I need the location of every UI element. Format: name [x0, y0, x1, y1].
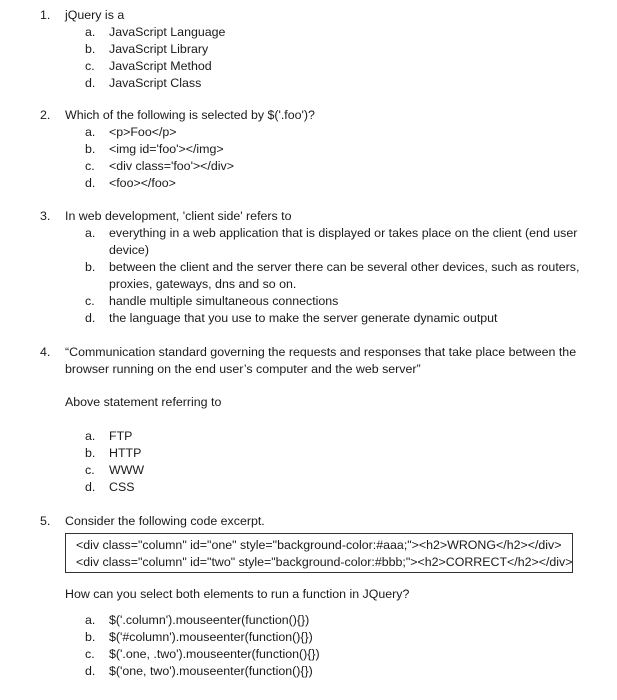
- question-3-number: 3.: [40, 209, 51, 223]
- option-letter: b.: [85, 630, 96, 644]
- option-letter: c.: [85, 463, 95, 477]
- option-letter: d.: [85, 176, 96, 190]
- question-2-number: 2.: [40, 108, 51, 122]
- option-text: JavaScript Language: [109, 25, 226, 39]
- question-4-text: “Communication standard governing the requests and responses that take place between the browser running on the end user’s computer and the web server”: [65, 345, 577, 376]
- option-letter: b.: [85, 42, 96, 56]
- option-letter: b.: [85, 142, 96, 156]
- question-5-number: 5.: [40, 514, 51, 528]
- option-text: $('#column').mouseenter(function(){}): [109, 630, 313, 644]
- question-5-text: Consider the following code excerpt.: [65, 514, 265, 528]
- question-4-statement: Above statement referring to: [65, 395, 222, 409]
- option-text: $('.column').mouseenter(function(){}): [109, 613, 310, 627]
- option-text: <foo></foo>: [109, 176, 176, 190]
- option-letter: c.: [85, 647, 95, 661]
- option-letter: c.: [85, 294, 95, 308]
- option-text: $('.one, .two').mouseenter(function(){}): [109, 647, 320, 661]
- option-letter: d.: [85, 311, 96, 325]
- code-excerpt-box: [65, 533, 573, 573]
- option-text: <p>Foo</p>: [109, 125, 177, 139]
- option-text: everything in a web application that is displayed or takes place on the client (end user device): [109, 226, 578, 257]
- option-text: <img id='foo'></img>: [109, 142, 224, 156]
- code-line-1: <div class="column" id="one" style="background-color:#aaa;"><h2>WRONG</h2></div>: [76, 538, 562, 552]
- option-text: the language that you use to make the server generate dynamic output: [109, 311, 498, 325]
- option-letter: a.: [85, 25, 96, 39]
- question-1-number: 1.: [40, 8, 51, 22]
- option-text: CSS: [109, 480, 135, 494]
- option-letter: a.: [85, 613, 96, 627]
- question-2-text: Which of the following is selected by $('.foo')?: [65, 108, 315, 122]
- option-text: HTTP: [109, 446, 142, 460]
- option-text: handle multiple simultaneous connections: [109, 294, 339, 308]
- option-text: <div class='foo'></div>: [109, 159, 234, 173]
- question-3-text: In web development, 'client side' refers to: [65, 209, 292, 223]
- option-letter: d.: [85, 76, 96, 90]
- code-line-2: <div class="column" id="two" style="background-color:#bbb;"><h2>CORRECT</h2></div>: [76, 555, 573, 569]
- option-letter: d.: [85, 664, 96, 678]
- option-letter: a.: [85, 226, 96, 240]
- question-5-statement: How can you select both elements to run a function in JQuery?: [65, 587, 410, 601]
- option-text: JavaScript Method: [109, 59, 212, 73]
- option-letter: c.: [85, 159, 95, 173]
- option-text: JavaScript Library: [109, 42, 209, 56]
- question-1-text: jQuery is a: [65, 8, 125, 22]
- option-text: between the client and the server there can be several other devices, such as routers, proxies, gateways, dns and so on.: [109, 260, 580, 291]
- option-text: JavaScript Class: [109, 76, 202, 90]
- option-text: WWW: [109, 463, 145, 477]
- option-letter: a.: [85, 429, 96, 443]
- option-letter: b.: [85, 446, 96, 460]
- option-letter: d.: [85, 480, 96, 494]
- question-4-number: 4.: [40, 345, 51, 359]
- option-letter: a.: [85, 125, 96, 139]
- option-text: $('one, two').mouseenter(function(){}): [109, 664, 313, 678]
- option-text: FTP: [109, 429, 133, 443]
- option-letter: b.: [85, 260, 96, 274]
- option-letter: c.: [85, 59, 95, 73]
